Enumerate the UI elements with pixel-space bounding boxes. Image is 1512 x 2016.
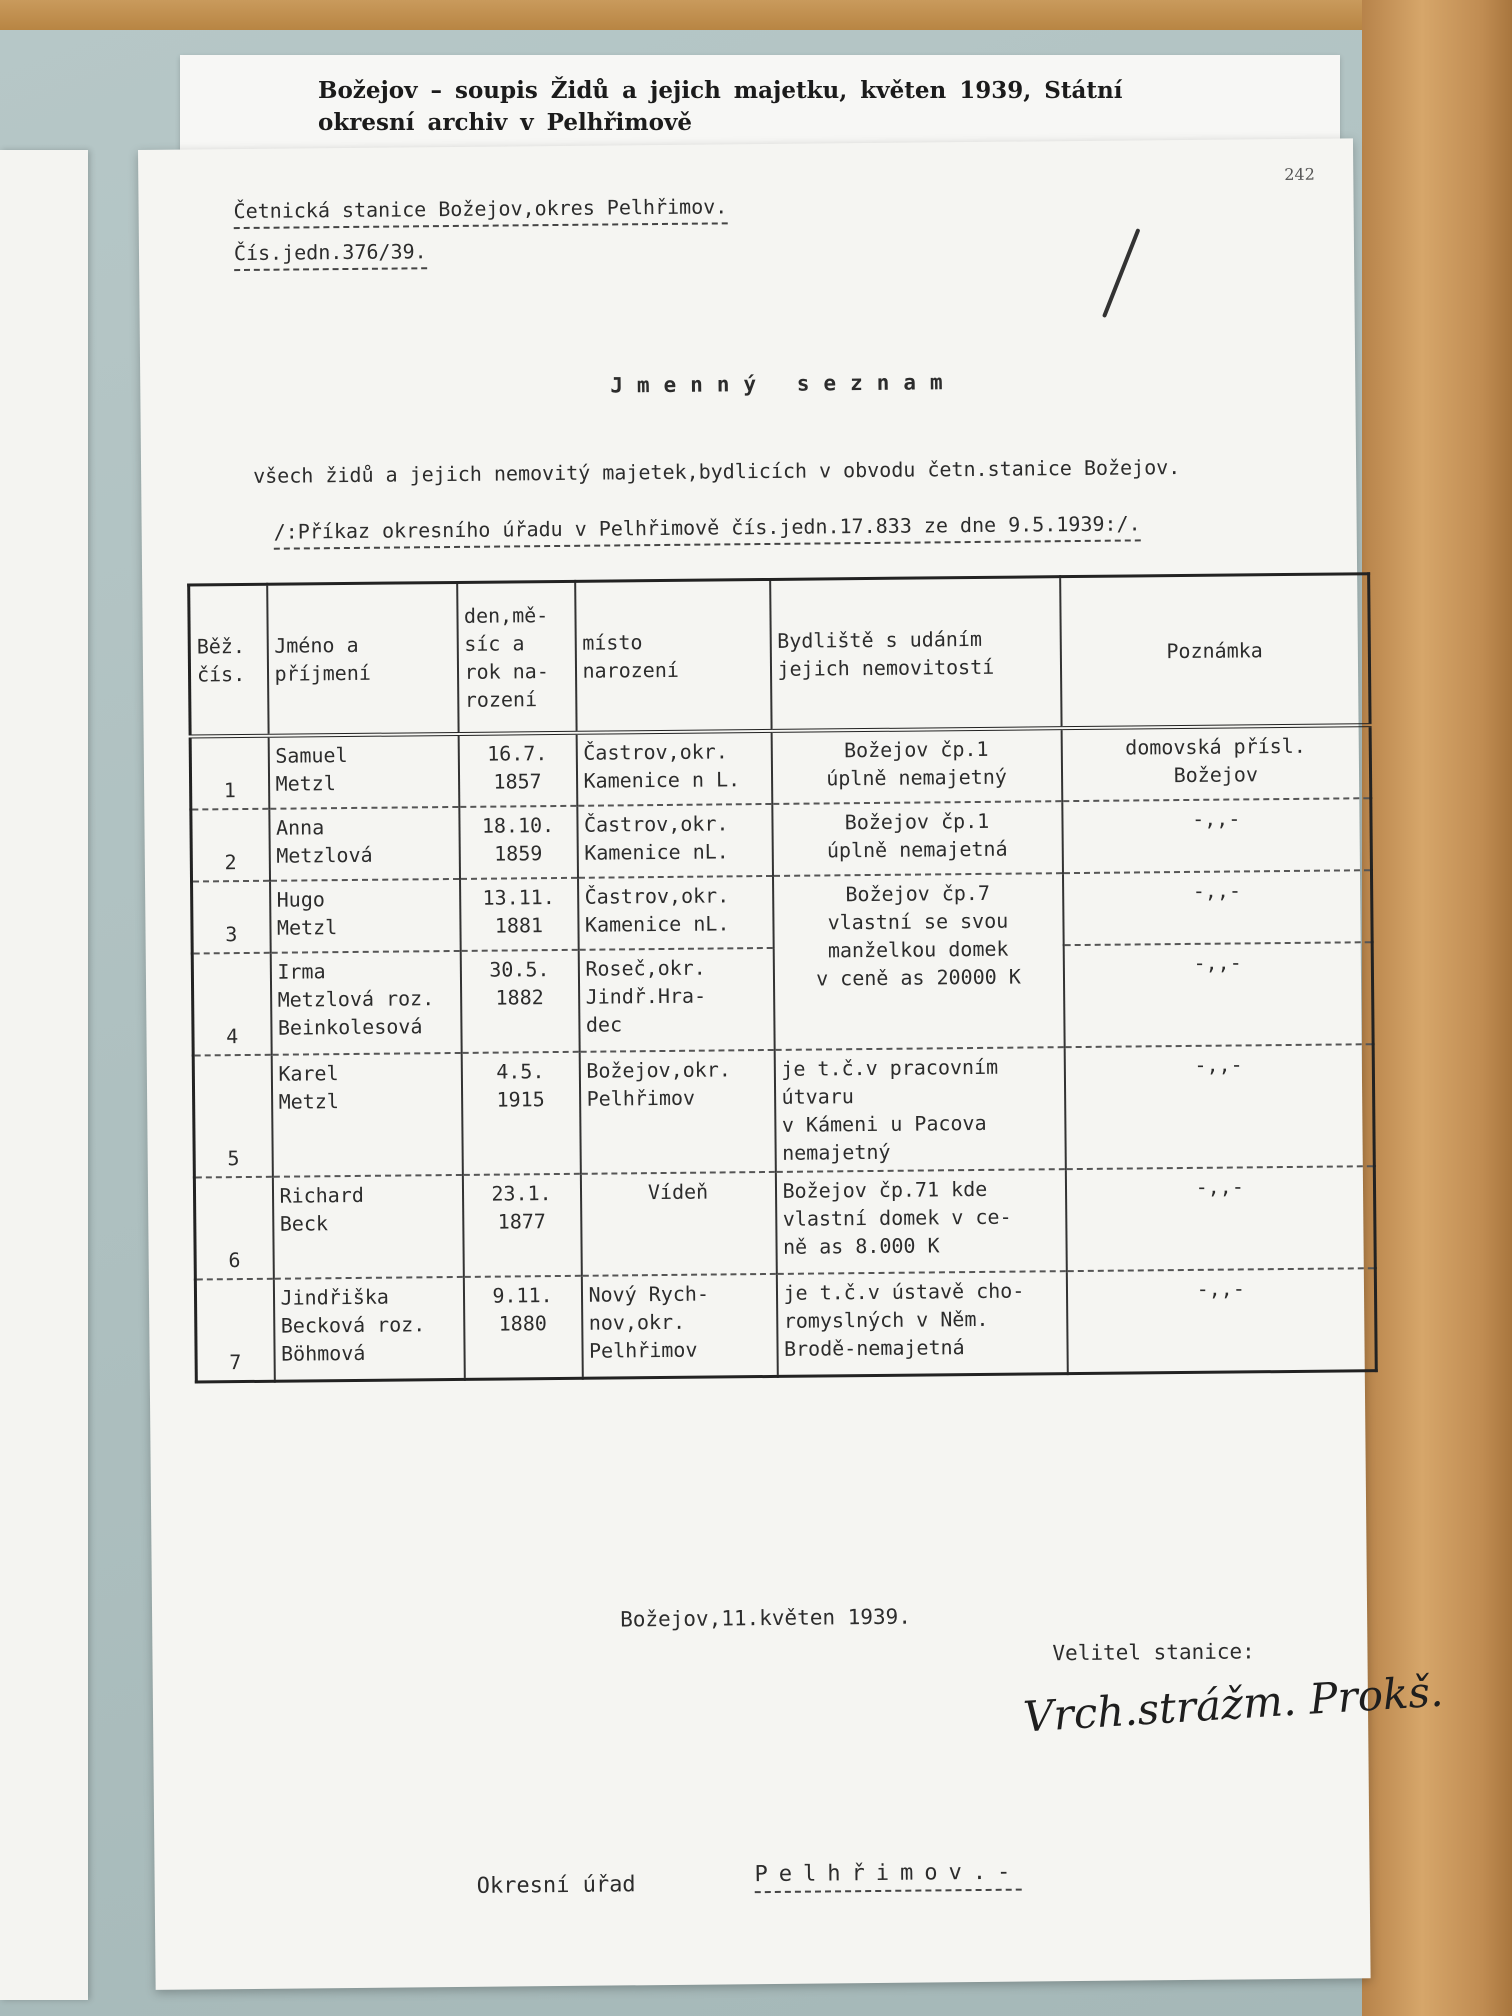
cell-birthplace: Božejov,okr. Pelhřimov — [579, 1050, 775, 1174]
cell-birth-date: 9.11. 1880 — [463, 1276, 582, 1380]
table-row — [191, 798, 1372, 881]
cell-note: -,,- — [1063, 942, 1373, 1047]
header-number: Běž. čís. — [189, 584, 268, 736]
cell-note: -,,- — [1062, 798, 1372, 873]
caption-line-2: okresní archiv v Pelhřimově — [318, 109, 692, 136]
table-row — [192, 870, 1373, 953]
cell-birthplace: Nový Rych- nov,okr. Pelhřimov — [581, 1274, 777, 1378]
header-birth-date: den,mě- síc a rok na- rození — [457, 581, 576, 734]
station-heading: Četnická stanice Božejov,okres Pelhřimov. — [233, 194, 727, 229]
caption-text — [318, 75, 1248, 139]
jewish-residents-table — [187, 572, 1378, 1383]
cell-birthplace: Vídeň — [580, 1172, 776, 1276]
header-note: Poznámka — [1060, 574, 1370, 728]
cell-note: -,,- — [1066, 1268, 1376, 1373]
cell-name: Irma Metzlová roz. Beinkolesová — [270, 951, 461, 1055]
cell-number: 3 — [192, 881, 271, 954]
cell-number: 1 — [190, 736, 269, 810]
reference-number: Čís.jedn.376/39. — [234, 239, 427, 271]
cell-number: 7 — [195, 1279, 274, 1382]
corner-folio-mark: 242 — [1284, 164, 1315, 184]
cell-note: -,,- — [1064, 1044, 1374, 1169]
cell-birthplace: Častrov,okr. Kamenice n L. — [576, 731, 772, 806]
header-residence: Bydliště s udáním jejich nemovitostí — [770, 577, 1061, 731]
cell-residence: Božejov čp.1 úplně nemajetná — [772, 801, 1063, 876]
cell-note: domovská přísl. Božejov — [1061, 725, 1371, 801]
adjacent-document-edge — [0, 150, 88, 2000]
cell-number: 4 — [192, 953, 271, 1056]
table-row — [194, 1166, 1375, 1279]
cell-residence: je t.č.v pracovním útvaru v Kámeni u Pacova nemajetný — [774, 1047, 1065, 1172]
cell-birthplace: Častrov,okr. Kamenice nL. — [577, 804, 773, 878]
cell-birth-date: 4.5. 1915 — [461, 1052, 580, 1175]
cell-residence: Božejov čp.71 kde vlastní domek v ce- ně as 8.000 K — [775, 1169, 1066, 1274]
cell-name: Jindřiška Becková roz. Böhmová — [273, 1277, 464, 1381]
cell-birthplace: Častrov,okr. Kamenice nL. — [578, 876, 774, 950]
table-row — [193, 1044, 1374, 1177]
cell-birth-date: 16.7. 1857 — [458, 733, 577, 807]
cell-residence: Božejov čp.7 vlastní se svou manželkou domek v ceně as 20000 K — [772, 873, 1064, 1050]
cell-birthplace: Roseč,okr. Jindř.Hra- dec — [578, 948, 774, 1052]
document-subtitle: všech židů a jejich nemovitý majetek,bydlicích v obvodu četn.stanice Božejov. — [253, 455, 1181, 488]
wooden-frame-top — [0, 0, 1512, 30]
cell-birth-date: 30.5. 1882 — [460, 950, 579, 1053]
cell-number: 6 — [194, 1177, 273, 1280]
cell-name: Karel Metzl — [271, 1053, 462, 1177]
pen-mark — [1102, 228, 1140, 318]
cell-residence: Božejov čp.1 úplně nemajetný — [771, 728, 1062, 804]
table-row — [195, 1268, 1376, 1382]
cell-name: Richard Beck — [272, 1175, 463, 1279]
cell-residence: je t.č.v ústavě cho- romyslných v Něm. Brodě-nemajetná — [776, 1271, 1067, 1376]
header-name: Jméno a příjmení — [267, 582, 458, 735]
cell-birth-date: 18.10. 1859 — [459, 806, 578, 879]
cell-birth-date: 13.11. 1881 — [460, 878, 579, 951]
district-office-label: Okresní úřad — [476, 1872, 636, 1899]
district-office-town: Pelhřimov.- — [754, 1860, 1021, 1894]
order-reference: /:Příkaz okresního úřadu v Pelhřimově čís.jedn.17.833 ze dne 9.5.1939:/. — [274, 511, 1141, 549]
typewritten-document — [138, 138, 1445, 1990]
cell-name: Samuel Metzl — [268, 734, 459, 809]
cell-name: Anna Metzlová — [269, 807, 460, 881]
cell-number: 5 — [193, 1055, 272, 1178]
cell-number: 2 — [191, 809, 270, 882]
table-row — [190, 725, 1371, 809]
place-and-date: Božejov,11.květen 1939. — [620, 1604, 912, 1632]
caption-line-1: Božejov – soupis Židů a jejich majetku, květen 1939, Státní — [318, 77, 1123, 104]
handwritten-signature: Vrch.strážm. Prokš. — [1021, 1666, 1445, 1742]
table-header-row — [189, 574, 1370, 737]
cell-note: -,,- — [1065, 1166, 1375, 1271]
cell-note: -,,- — [1062, 870, 1372, 945]
cell-name: Hugo Metzl — [270, 879, 461, 953]
document-title: Jmenný seznam — [610, 370, 957, 398]
header-birthplace: místo narození — [575, 579, 771, 732]
station-commander-label: Velitel stanice: — [1052, 1639, 1255, 1666]
cell-birth-date: 23.1. 1877 — [462, 1174, 581, 1277]
